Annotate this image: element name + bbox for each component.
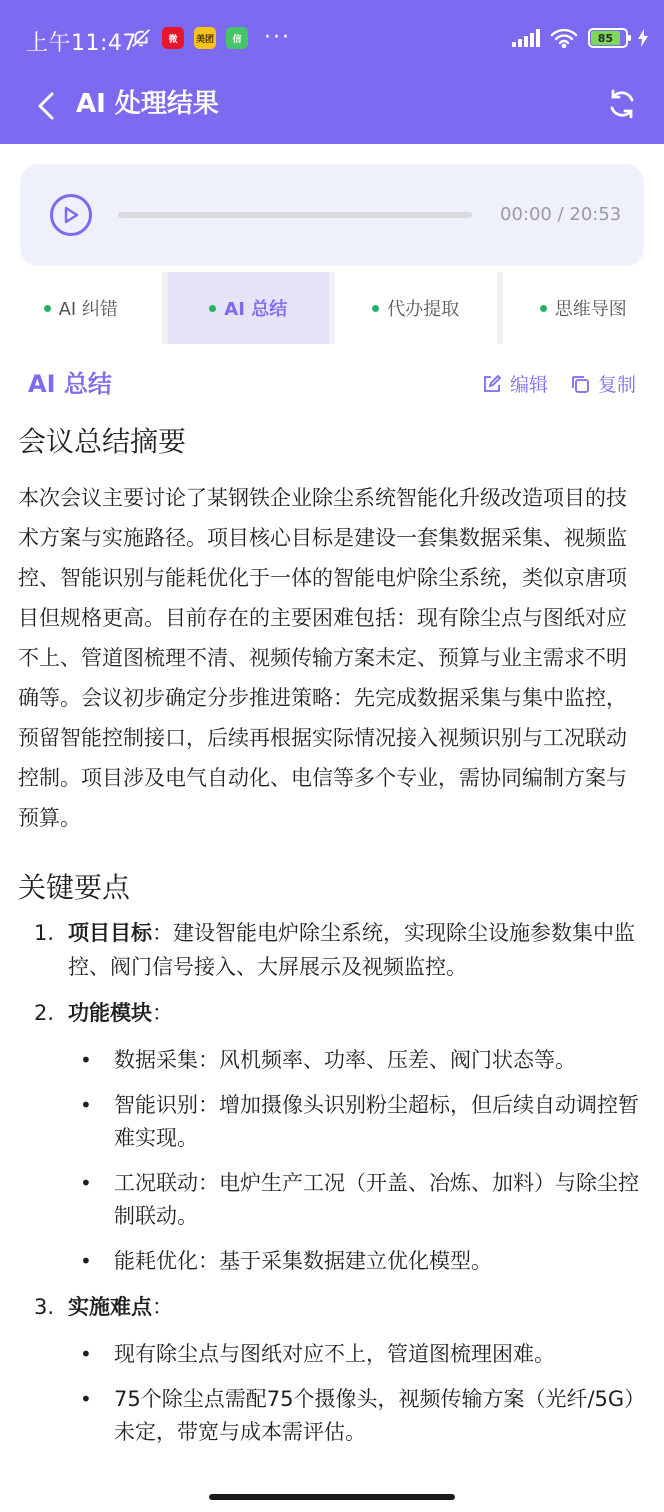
- section-title: AI 总结: [28, 370, 112, 398]
- weibo-app-icon: 微: [162, 27, 184, 49]
- refresh-button[interactable]: [602, 84, 642, 124]
- signal-icon: [512, 29, 540, 47]
- key-point: [18, 916, 646, 984]
- sub-point: • 能耗优化：基于采集数据建立优化模型。: [80, 1245, 646, 1278]
- refresh-icon: [606, 88, 638, 120]
- sub-point: • 75个除尘点需配75个摄像头，视频传输方案（光纤/5G）未定，带宽与成本需评估。: [80, 1383, 646, 1449]
- edit-button[interactable]: [482, 370, 548, 397]
- sub-point: • 智能识别：增加摄像头识别粉尘超标，但后续自动调控暂难实现。: [80, 1089, 646, 1155]
- wifi-icon: [550, 28, 578, 48]
- summary-paragraph: 本次会议主要讨论了某钢铁企业除尘系统智能化升级改造项目的技术方案与实施路径。项目核心目标是建设一套集数据采集、视频监控、智能识别与能耗优化于一体的智能电炉除尘系统，类似京唐项目但规格更高。目前存在的主要困难包括：现有除尘点与图纸对应不上、管道图梳理不清、视频传输方案未定、预算与业主需求不明确等。会议初步确定分步推进策略：先完成数据采集与集中监控，预留智能控制接口，后续再根据实际情况接入视频识别与工况联动控制。项目涉及电气自动化、电信等多个专业，需协同编制方案与预算。: [18, 486, 627, 830]
- key-point: [18, 996, 646, 1278]
- back-button[interactable]: [26, 86, 66, 126]
- status-right-icons: [512, 28, 648, 48]
- point-title: 功能模块: [68, 1001, 152, 1025]
- summary-content[interactable]: [0, 350, 664, 1484]
- point-number: 1.: [34, 921, 55, 945]
- status-dot-icon: [540, 305, 547, 312]
- edit-icon: [482, 374, 502, 394]
- status-time: 上午11:47: [26, 31, 137, 56]
- sub-point: • 现有除尘点与图纸对应不上，管道图梳理困难。: [80, 1338, 646, 1371]
- status-more-icon: ···: [264, 25, 291, 50]
- key-point: [18, 1290, 646, 1449]
- point-number: 2.: [34, 1001, 55, 1025]
- wechat-mini-icon: 信: [226, 27, 248, 49]
- home-indicator[interactable]: [209, 1494, 455, 1500]
- page-title: AI 处理结果: [76, 89, 219, 119]
- tab-ai-correction[interactable]: [0, 272, 162, 344]
- tab-todo-extraction[interactable]: [335, 272, 497, 344]
- tab-mind-map[interactable]: [503, 272, 664, 344]
- charging-icon: [638, 29, 648, 47]
- audio-player-area: [0, 144, 664, 270]
- copy-label: 复制: [597, 374, 636, 396]
- status-left-icons: [130, 27, 291, 49]
- status-bar: [0, 0, 664, 84]
- battery-level: 85: [591, 31, 620, 45]
- bell-off-icon: [130, 27, 152, 49]
- app-header: [0, 0, 664, 144]
- point-text: ：: [152, 1001, 173, 1025]
- nav-bar: [0, 84, 664, 144]
- status-dot-icon: [372, 305, 379, 312]
- play-icon: [63, 206, 79, 224]
- key-points-list: [18, 916, 646, 1449]
- tab-label: AI 纠错: [58, 299, 118, 320]
- copy-icon: [570, 374, 590, 394]
- sub-point: • 工况联动：电炉生产工况（开盖、冶炼、加料）与除尘控制联动。: [80, 1167, 646, 1233]
- sub-point-list: [80, 1338, 646, 1449]
- sub-point-list: [80, 1044, 646, 1278]
- tab-label: 思维导图: [554, 299, 627, 320]
- point-text: ：: [152, 1295, 173, 1319]
- tab-label: 代办提取: [387, 299, 460, 320]
- copy-button[interactable]: [570, 370, 636, 397]
- tab-ai-summary[interactable]: [168, 272, 330, 344]
- section-actions: [482, 370, 636, 397]
- play-button[interactable]: [50, 194, 92, 236]
- point-title: 实施难点: [68, 1295, 152, 1319]
- playback-time: 00:00 / 20:53: [500, 204, 622, 225]
- point-title: 项目目标: [68, 921, 152, 945]
- audio-player: [20, 164, 644, 266]
- tab-label: AI 总结: [224, 299, 288, 320]
- edit-label: 编辑: [509, 374, 548, 396]
- battery-icon: [588, 28, 628, 48]
- key-points-heading: 关键要点: [18, 871, 131, 904]
- chevron-left-icon: [37, 91, 55, 121]
- document-body: [18, 420, 646, 1461]
- summary-heading: 会议总结摘要: [18, 425, 187, 458]
- tab-bar: [0, 272, 664, 344]
- progress-slider[interactable]: [118, 212, 472, 218]
- meituan-app-icon: 美团: [194, 27, 216, 49]
- sub-point: • 数据采集：风机频率、功率、压差、阀门状态等。: [80, 1044, 646, 1077]
- point-number: 3.: [34, 1295, 55, 1319]
- status-dot-icon: [209, 305, 216, 312]
- status-dot-icon: [44, 305, 51, 312]
- point-text: ：建设智能电炉除尘系统，实现除尘设施参数集中监控、阀门信号接入、大屏展示及视频监控。: [68, 921, 635, 979]
